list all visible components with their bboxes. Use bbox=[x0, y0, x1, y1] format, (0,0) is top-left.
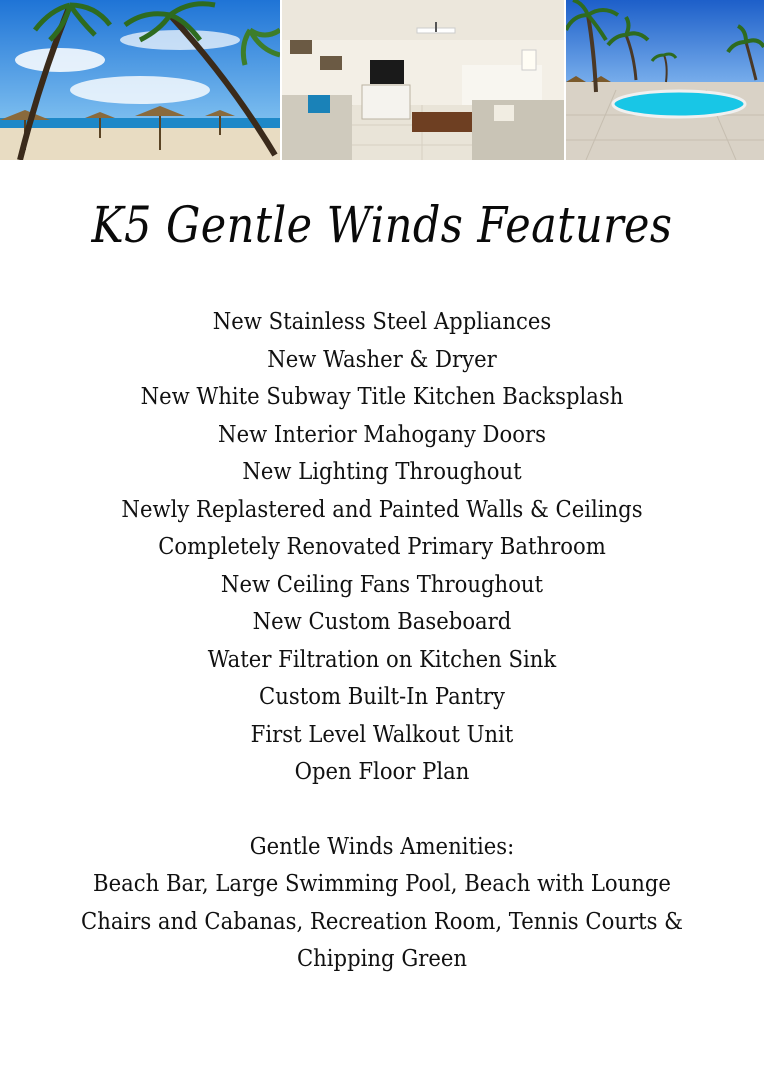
feature-item: New Washer & Dryer bbox=[267, 346, 497, 373]
pool-photo bbox=[566, 0, 764, 160]
feature-item: Completely Renovated Primary Bathroom bbox=[158, 534, 606, 560]
features-list bbox=[0, 304, 764, 792]
living-room-photo bbox=[282, 0, 564, 160]
feature-item: Water Filtration on Kitchen Sink bbox=[207, 646, 557, 673]
beach-photo bbox=[0, 0, 280, 160]
feature-item: New Ceiling Fans Throughout bbox=[220, 571, 544, 598]
feature-item: Custom Built-In Pantry bbox=[259, 684, 505, 710]
feature-item: First Level Walkout Unit bbox=[250, 721, 514, 748]
amenities-heading: Gentle Winds Amenities: bbox=[249, 834, 515, 860]
photo-strip bbox=[0, 0, 764, 160]
feature-item: New Lighting Throughout bbox=[242, 459, 522, 485]
feature-item: New Custom Baseboard bbox=[252, 609, 512, 635]
page-title: K5 Gentle Winds Features bbox=[91, 196, 673, 254]
feature-item: New White Subway Title Kitchen Backsplash bbox=[140, 384, 624, 410]
feature-item: New Interior Mahogany Doors bbox=[218, 421, 546, 448]
feature-item: Newly Replastered and Painted Walls & Ceilings bbox=[121, 496, 643, 523]
amenities-text: Beach Bar, Large Swimming Pool, Beach with Lounge Chairs and Cabanas, Recreation Room, Tennis Courts & Chipping Green bbox=[81, 871, 683, 972]
feature-item: Open Floor Plan bbox=[294, 759, 470, 785]
feature-item: New Stainless Steel Appliances bbox=[212, 309, 552, 335]
